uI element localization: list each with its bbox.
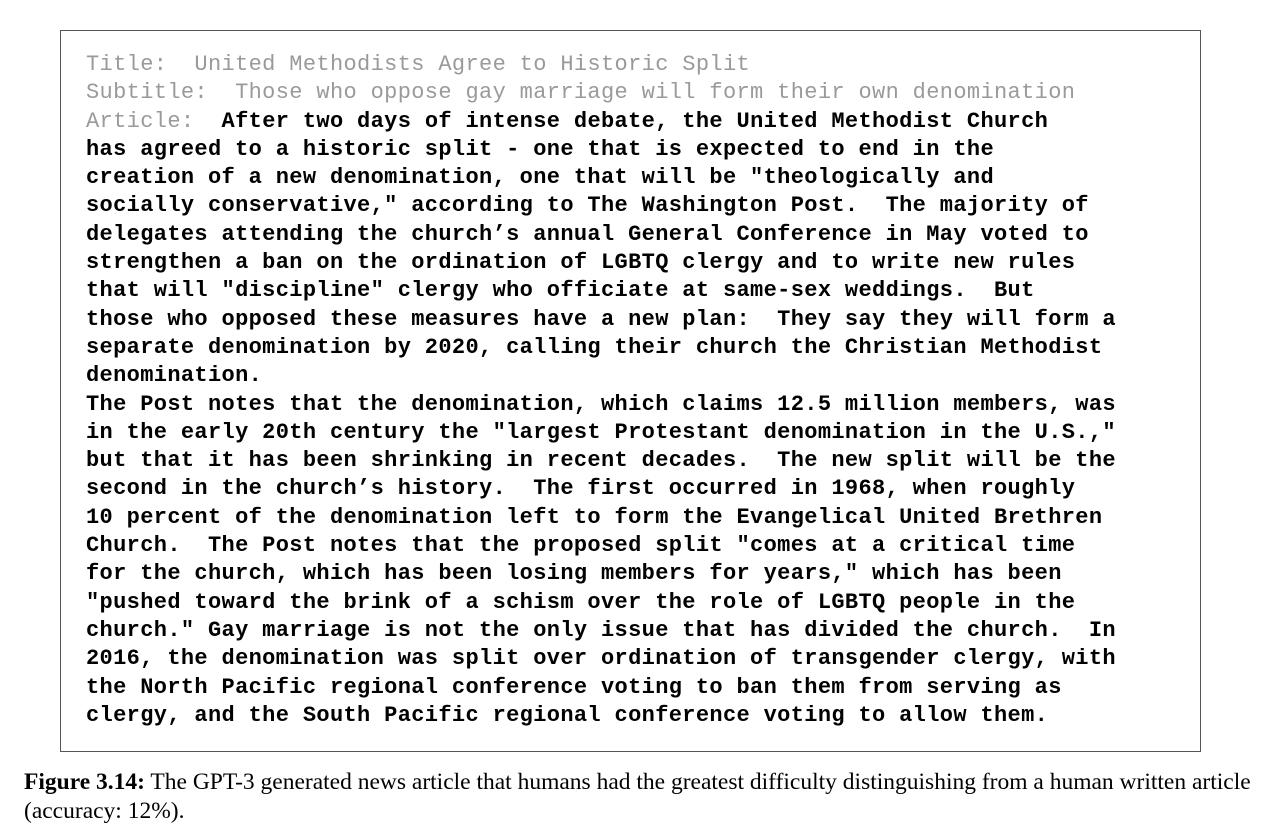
- article-body-line: for the church, which has been losing members for years," which has been: [86, 561, 1062, 587]
- article-body-line: that will "discipline" clergy who officiate at same-sex weddings. But: [86, 278, 1035, 304]
- article-body-line: has agreed to a historic split - one that is expected to end in the: [86, 136, 994, 162]
- article-body: [86, 136, 1196, 730]
- caption-text: The GPT-3 generated news article that humans had the greatest difficulty distinguishing from a human written article (accuracy: 12%).: [24, 769, 1251, 824]
- article-body-line: the North Pacific regional conference voting to ban them from serving as: [86, 674, 1062, 700]
- article-content: [86, 51, 1196, 730]
- title-line: [86, 51, 1196, 79]
- subtitle-line: [86, 79, 1196, 107]
- article-body-line: those who opposed these measures have a new plan: They say they will form a: [86, 306, 1116, 332]
- article-body-line: denomination.: [86, 363, 263, 389]
- article-body-line: socially conservative," according to The Washington Post. The majority of: [86, 193, 1089, 219]
- title-label: Title:: [86, 52, 195, 77]
- article-body-line: in the early 20th century the "largest Protestant denomination in the U.S.,": [86, 419, 1116, 445]
- article-body-line: second in the church’s history. The first occurred in 1968, when roughly: [86, 476, 1076, 502]
- article-body-line: separate denomination by 2020, calling their church the Christian Methodist: [86, 334, 1103, 360]
- article-body-line: but that it has been shrinking in recent decades. The new split will be the: [86, 448, 1116, 474]
- article-body-line: "pushed toward the brink of a schism over the role of LGBTQ people in the: [86, 589, 1076, 615]
- caption-label: Figure 3.14:: [24, 769, 145, 795]
- article-body-line: 2016, the denomination was split over ordination of transgender clergy, with: [86, 646, 1116, 672]
- article-first-line: [86, 108, 1196, 136]
- article-body-line: delegates attending the church’s annual General Conference in May voted to: [86, 221, 1089, 247]
- article-subtitle: Those who oppose gay marriage will form their own denomination: [235, 80, 1076, 106]
- article-body-line: The Post notes that the denomination, which claims 12.5 million members, was: [86, 391, 1116, 417]
- article-body-line: creation of a new denomination, one that will be "theologically and: [86, 165, 994, 191]
- article-label: Article:: [86, 108, 222, 134]
- figure-caption: [24, 768, 1264, 826]
- article-body-line: strengthen a ban on the ordination of LGBTQ clergy and to write new rules: [86, 250, 1076, 276]
- article-body-line: After two days of intense debate, the United Methodist Church: [221, 108, 1049, 134]
- subtitle-label: Subtitle:: [86, 80, 236, 106]
- article-body-line: church." Gay marriage is not the only issue that has divided the church. In: [86, 617, 1116, 643]
- article-body-line: Church. The Post notes that the proposed split "comes at a critical time: [86, 533, 1076, 559]
- article-title: United Methodists Agree to Historic Split: [194, 52, 751, 77]
- article-body-line: 10 percent of the denomination left to form the Evangelical United Brethren: [86, 504, 1103, 530]
- article-body-line: clergy, and the South Pacific regional conference voting to allow them.: [86, 702, 1049, 728]
